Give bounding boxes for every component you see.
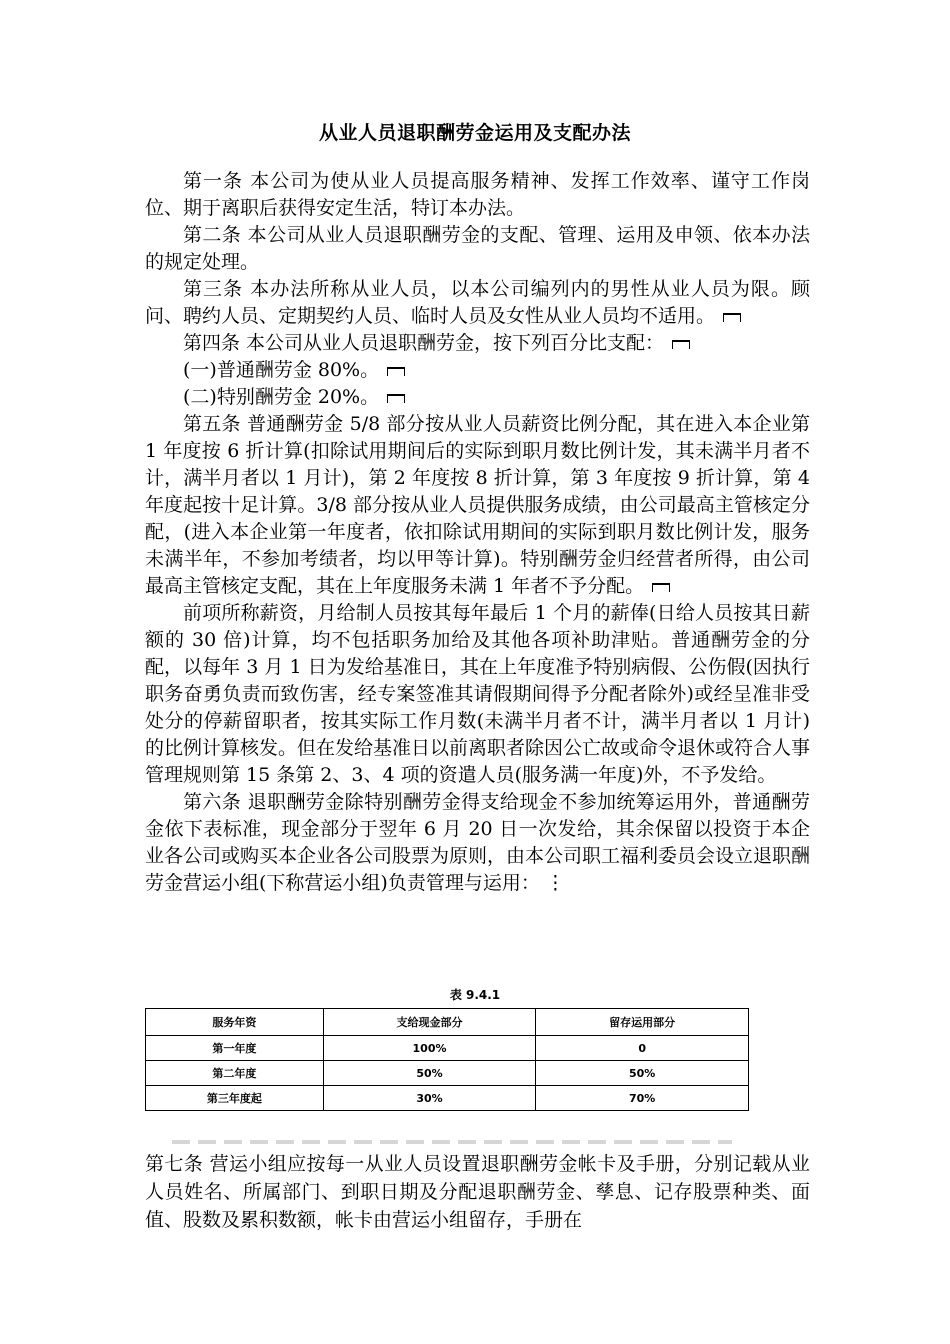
colon-mark: ⋮ (545, 872, 565, 894)
article-4-text: 第四条 本公司从业人员退职酬劳金，按下列百分比支配： (183, 332, 665, 354)
article-4 (145, 330, 810, 357)
article-4-item-2-text: (二)特别酬劳金 20%。 (183, 386, 380, 408)
document-body (145, 168, 810, 897)
article-7: 第七条 营运小组应按每一从业人员设置退职酬劳金帐卡及手册，分别记载从业人员姓名、所属部门、到职日期及分配退职酬劳金、孳息、记存股票种类、面值、股数及累积数额，帐卡由营运小组留存，手册在 (145, 1153, 810, 1231)
return-mark-icon (723, 313, 741, 322)
article-4-item-1-text: (一)普通酬劳金 80%。 (183, 359, 380, 381)
table-cell: 第三年度起 (146, 1086, 324, 1111)
article-3-text: 第三条 本办法所称从业人员，以本公司编列内的男性从业人员为限。顾问、聘约人员、定期契约人员、临时人员及女性从业人员均不适用。 (145, 278, 810, 327)
article-6-text: 第六条 退职酬劳金除特别酬劳金得支给现金不参加统筹运用外，普通酬劳金依下表标准，现金部分于翌年 6 月 20 日一次发给，其余保留以投资于本企业各公司或购买本企业各公司股票为原则，由本公司职工福利委员会设立退职酬劳金营运小组(下称营运小组)负责管理与运用： (145, 791, 811, 894)
article-3 (145, 276, 810, 330)
table-cell: 70% (536, 1086, 749, 1111)
table-cell: 30% (323, 1086, 536, 1111)
document-body-continued (145, 1150, 810, 1234)
return-mark-icon (672, 340, 690, 349)
table-row (146, 1086, 749, 1111)
table-row (146, 1061, 749, 1086)
article-2: 第二条 本公司从业人员退职酬劳金的支配、管理、运用及申领、依本办法的规定处理。 (145, 224, 810, 273)
header-cell: 留存运用部分 (536, 1009, 749, 1036)
article-4-item-2 (145, 384, 810, 411)
article-1: 第一条 本公司为使从业人员提高服务精神、发挥工作效率、谨守工作岗位、期于离职后获得安定生活，特订本办法。 (145, 170, 810, 219)
article-6 (145, 789, 810, 897)
return-mark-icon (387, 394, 405, 403)
article-5 (145, 411, 810, 600)
table-row (146, 1036, 749, 1061)
header-cell: 服务年资 (146, 1009, 324, 1036)
return-mark-icon (387, 367, 405, 376)
table-cell: 100% (323, 1036, 536, 1061)
table-cell: 第二年度 (146, 1061, 324, 1086)
table-caption: 表 9.4.1 (449, 988, 501, 1002)
table-cell: 50% (536, 1061, 749, 1086)
header-cell: 支给现金部分 (323, 1009, 536, 1036)
table-cell: 0 (536, 1036, 749, 1061)
table-header-row (146, 1009, 749, 1036)
article-4-item-1 (145, 357, 810, 384)
scan-artifact (172, 1140, 732, 1144)
article-5-text: 第五条 普通酬劳金 5/8 部分按从业人员薪资比例分配，其在进入本企业第 1 年度按 6 折计算(扣除试用期间后的实际到职月数比例计发，其未满半月者不计，满半月者以 1 月计)，第 2 年度按 8 折计算，第 3 年度按 9 折计算，第 4 年度起按十足计算。3/8 部分按从业人员提供服务成绩，由公司最高主管核定分配，(进入本企业第一年度者，依扣除试用期间的实际到职月数比例计发，服务未满半年，不参加考绩者，均以甲等计算)。特别酬劳金归经营者所得，由公司最高主管核定支配，其在上年度服务未满 1 年者不予分配。 (145, 413, 810, 597)
table-cell: 第一年度 (146, 1036, 324, 1061)
return-mark-icon (652, 583, 670, 592)
table-cell: 50% (323, 1061, 536, 1086)
article-5-note: 前项所称薪资，月给制人员按其每年最后 1 个月的薪俸(日给人员按其日薪额的 30 倍)计算，均不包括职务加给及其他各项补助津贴。普通酬劳金的分配，以每年 3 月 1 日为发给基准日，其在上年度准予特别病假、公伤假(因执行职务奋勇负责而致伤害，经专案签准其请假期间得予分配者除外)或经呈准非受处分的停薪留职者，按其实际工作月数(未满半月者不计，满半月者以 1 月计)的比例计算核发。但在发给基准日以前离职者除因公亡故或命令退休或符合人事管理规则第 15 条第 2、3、4 项的资遣人员(服务满一年度)外，不予发给。 (145, 602, 811, 786)
document-title: 从业人员退职酬劳金运用及支配办法 (318, 122, 631, 144)
payout-table (145, 1008, 749, 1111)
